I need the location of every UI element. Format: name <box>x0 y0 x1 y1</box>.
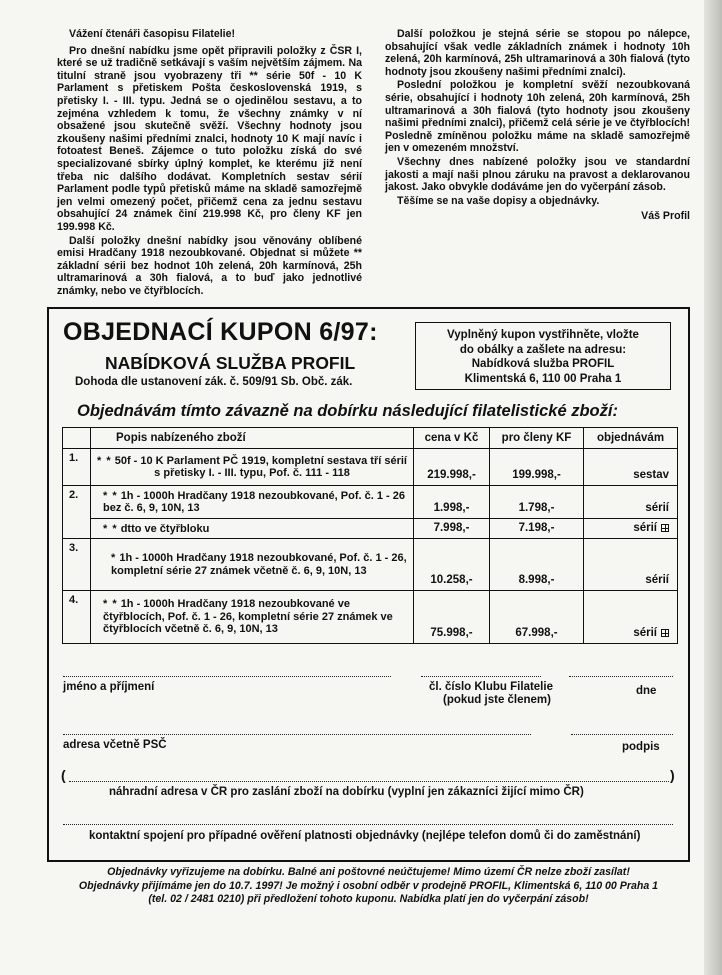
member-number-label: čl. číslo Klubu Filatelie <box>429 681 553 693</box>
order-footer-notes <box>47 866 690 907</box>
contact-field[interactable] <box>63 824 673 825</box>
order-items-table <box>62 427 678 644</box>
signature-label: podpis <box>622 741 660 753</box>
quality-stars: * * <box>103 489 118 502</box>
item-text: 1h - 1000h Hradčany 1918 nezoubkované, Pof. č. 1 - 26 bez č. 6, 9, 10N, 13 <box>103 489 405 515</box>
table-row <box>63 539 678 591</box>
alt-address-field[interactable] <box>69 781 669 782</box>
coupon-title: OBJEDNACÍ KUPON 6/97: <box>63 318 378 346</box>
item-description <box>91 539 414 591</box>
member-number-field[interactable] <box>421 676 541 677</box>
letter-column-right <box>385 28 690 223</box>
item-text: 1h - 1000h Hradčany 1918 nezoubkované, Pof. č. 1 - 26, kompletní série 27 známek včetně č. 6, 9, 10N, 13 <box>111 552 407 577</box>
item-order-qty[interactable] <box>584 591 678 644</box>
item-number: 2. <box>63 485 91 519</box>
quality-stars: * <box>111 552 117 565</box>
page-edge <box>704 0 722 975</box>
table-row <box>63 519 678 539</box>
letter-paragraph: Těšíme se na vaše dopisy a objednávky. <box>397 194 600 207</box>
letter-greeting: Vážení čtenáři časopisu Filatelie! <box>69 28 236 40</box>
item-text: 50f - 10 K Parlament PČ 1919, kompletní sestava tří sérií s přetisky I. - III. typu, Pof. č. 111 - 118 <box>114 454 407 480</box>
unit-label: sérií <box>633 627 657 639</box>
item-member-price: 1.798,- <box>490 485 584 519</box>
address-line: Vyplněný kupon vystřihněte, vložte <box>447 329 639 341</box>
quality-stars: * * <box>103 598 118 611</box>
unit-label: sérií <box>645 574 669 587</box>
item-price: 75.998,- <box>414 591 490 644</box>
unit-label: sérií <box>633 522 657 535</box>
letter-column-left <box>57 28 362 298</box>
address-label: adresa včetně PSČ <box>63 739 167 751</box>
table-row <box>63 449 678 486</box>
item-description <box>91 591 414 644</box>
item-price: 10.258,- <box>414 539 490 591</box>
item-text: dtto ve čtyřbloku <box>120 522 210 535</box>
header-member-price: pro členy KF <box>490 428 584 449</box>
contact-label: kontaktní spojení pro případné ověření platnosti objednávky (nejlépe telefon domů či do zaměstnání) <box>89 830 641 842</box>
coupon-subtitle: NABÍDKOVÁ SLUŽBA PROFIL <box>105 353 356 373</box>
header-description: Popis nabízeného zboží <box>91 428 414 449</box>
footer-line: (tel. 02 / 2481 0210) při předložení tohoto kuponu. Nabídka platí jen do vyčerpání zásob! <box>148 893 589 905</box>
header-price: cena v Kč <box>414 428 490 449</box>
header-order: objednávám <box>584 428 678 449</box>
letter-paragraph: Všechny dnes nabízené položky jsou ve standardní jakosti a mají naši plnou záruku na pravost a deklarovanou jakost. Jako obvykle dodáváme jen do vyčerpání zásob. <box>385 155 690 194</box>
item-price: 7.998,- <box>414 519 490 539</box>
unit-label: sérií <box>645 502 669 515</box>
footer-line: Objednávky vyřizujeme na dobírku. Balné ani poštovné neúčtujeme! Mimo území ČR nelze zboží zasílat! <box>107 866 630 878</box>
order-heading: Objednávám tímto závazně na dobírku následující filatelistické zboží: <box>77 402 618 420</box>
table-row <box>63 485 678 519</box>
name-field[interactable] <box>63 676 391 677</box>
paren-close: ) <box>670 767 675 783</box>
item-number: 3. <box>63 539 91 591</box>
quality-stars: * * <box>97 454 112 467</box>
item-order-qty[interactable] <box>584 519 678 539</box>
signature-field[interactable] <box>571 734 673 735</box>
item-description <box>91 485 414 519</box>
address-line: Klimentská 6, 110 00 Praha 1 <box>464 372 622 385</box>
item-number: 1. <box>63 449 91 486</box>
quad-block-icon <box>661 629 669 637</box>
header-number <box>63 428 91 449</box>
alt-address-label: náhradní adresa v ČR pro zaslání zboží na dobírku (vyplní jen zákazníci žijící mimo ČR) <box>109 786 584 798</box>
item-order-qty[interactable] <box>584 485 678 519</box>
item-description <box>91 449 414 486</box>
table-header-row <box>63 428 678 449</box>
date-label: dne <box>636 685 657 697</box>
item-member-price: 7.198,- <box>490 519 584 539</box>
unit-label: sestav <box>633 468 669 481</box>
paren-open: ( <box>61 767 66 783</box>
order-coupon <box>47 307 690 862</box>
letter-paragraph: Pro dnešní nabídku jsme opět připravili položky z ČSR I, které se už tradičně setkávají s vaším největším zájmem. Na titulní straně jsou vyobrazeny tři ** série 50f - 10 K Parlament s přetiskem Pošta československá 1919, s přetisky I. - III. typu. Jedná se o ojedinělou sestavu, a to zejména vzhledem k tomu, že všechny známky v ní obsažené jsou skutečně svěží. Všechny hodnoty jsou zkoušeny našimi předními znalci, hodnoty 10 K mají navíc i fotoatest Beneš. Zájemce o tuto položku získá do své specializované sbírky úplný komplet, ke kterému již není třeba nic dalšího dodávat. Kompletních sestav sérií Parlament podle typů přetisků máme na skladě samozřejmě jen velmi omezený počet, přičemž cena za jednu sestavu obsahující 24 známek činí 219.998 Kč, pro členy KF jen 199.998 Kč. <box>57 44 362 233</box>
name-label: jméno a příjmení <box>63 681 155 693</box>
item-price: 219.998,- <box>414 449 490 486</box>
member-number-note: (pokud jste členem) <box>443 694 551 706</box>
item-number: 4. <box>63 591 91 644</box>
item-member-price: 67.998,- <box>490 591 584 644</box>
item-member-price: 8.998,- <box>490 539 584 591</box>
item-order-qty[interactable] <box>584 539 678 591</box>
mailing-address-box <box>415 322 671 390</box>
quad-block-icon <box>661 524 669 532</box>
item-member-price: 199.998,- <box>490 449 584 486</box>
item-price: 1.998,- <box>414 485 490 519</box>
item-order-qty[interactable] <box>584 449 678 486</box>
item-number <box>63 519 91 539</box>
letter-paragraph: Další položkou je stejná série se stopou po nálepce, obsahující však vedle základních známek i hodnoty 10h zelená, 20h karmínová, 25h ultramarinová a 30h fialová (tyto hodnoty jsou zkoušeny našimi předními znalci). <box>385 28 690 78</box>
address-line: do obálky a zašlete na adresu: <box>459 343 627 356</box>
table-row <box>63 591 678 644</box>
footer-line: Objednávky přijímáme jen do 10.7. 1997! Je možný i osobní odběr v prodejně PROFIL, Klimentská 6, 110 00 Praha 1 <box>78 879 659 892</box>
date-field[interactable] <box>569 676 673 677</box>
item-description <box>91 519 414 539</box>
letter-signature: Váš Profil <box>641 210 690 223</box>
coupon-law-note: Dohoda dle ustanovení zák. č. 509/91 Sb. Obč. zák. <box>75 376 353 388</box>
address-line: Nabídková služba PROFIL <box>471 358 615 370</box>
address-field[interactable] <box>63 734 531 735</box>
quality-stars: * * <box>103 522 118 535</box>
item-text: 1h - 1000h Hradčany 1918 nezoubkované ve čtyřblocích, Pof. č. 1 - 26, kompletní série 27 známek ve čtyřblocích včetně č. 6, 9, 10N, 13 <box>103 598 393 636</box>
letter-paragraph: Další položky dnešní nabídky jsou věnovány oblíbené emisi Hradčany 1918 nezoubkované. Objednat si můžete ** základní sérii bez hodnot 10h zelená, 20h karmínová, 25h ultramarinová a 30h fialová, a to buď jako jednotlivé známky, nebo ve čtyřblocích. <box>57 234 362 297</box>
letter-paragraph: Poslední položkou je kompletní svěží nezoubkovaná série, obsahující i hodnoty 10h zelená, 20h karmínová, 25h ultramarinová a 30h fialová (tyto hodnoty jsou zkoušeny našimi předními znalci), přičemž celá série je ve čtyřblocích! Posledně zmíněnou položku máme na skladě samozřejmě jen v omezeném množství. <box>385 79 690 155</box>
